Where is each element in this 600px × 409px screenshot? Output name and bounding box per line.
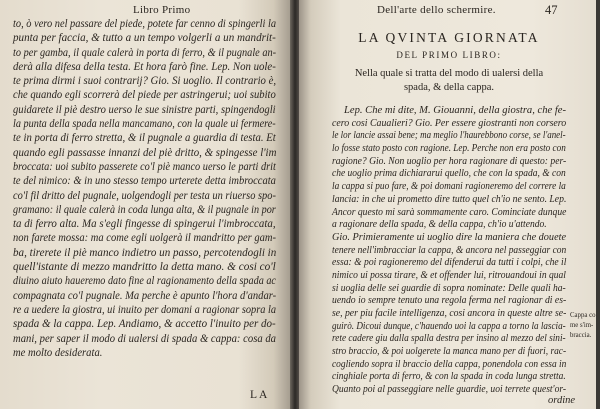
text-line: cero cosi Caualieri? Gio. Per essere giostranti non corsero xyxy=(332,116,567,129)
page-number: 47 xyxy=(545,3,558,17)
text-line: broccata: uoi subito passerete co'l piè manco uerso le parti drit xyxy=(13,160,276,173)
text-line: ta di ferro alta. Ma s'egli fingesse di spingerui l'imbroccata, xyxy=(13,218,276,231)
margin-note-line: me s'im- xyxy=(570,322,594,329)
text-line: la punta della spada nella mancamano, con la quale ui fermere- xyxy=(13,118,276,131)
text-line: a ragionare della spada, & della cappa, ch'io u'attendo. xyxy=(332,218,547,231)
chapter-summary-line: spada, & della cappa. xyxy=(403,82,495,93)
text-line: gramano: il quale calerà in coda lunga alta, & il pugnale in por xyxy=(13,203,276,216)
text-line: non farete mossa: ma come egli uolgerà il mandritto per gam- xyxy=(13,232,277,245)
text-line: diuino aiuto haueremo dato fine al ragionamento della spada ac xyxy=(13,275,276,288)
margin-note-line: braccia. xyxy=(570,332,592,339)
text-line: guirò. Dicoui dunque, c'hauendo uoi la cappa a torno la lascia- xyxy=(332,319,566,332)
text-line: cinghiale porta di ferro, & con la spada in coda lunga stretta. xyxy=(332,370,566,383)
text-line: Ancor questo mi sarà sommamente caro. Cominciate dunque xyxy=(332,205,567,218)
text-line: tenere nell'imbracciar la cappa, & ancora nel passeggiar con xyxy=(332,243,567,256)
text-line: si uoglia delle sei guardie di sopra nominate: Delle quali ha- xyxy=(332,281,566,294)
chapter-subtitle: DEL PRIMO LIBRO: xyxy=(396,50,502,60)
catchword: ordine xyxy=(548,395,576,406)
text-line: co'l fil dritto del pugnale, uolgendogli per testa un riuerso spo- xyxy=(13,189,276,202)
text-line: punta per faccia, & tutto a un tempo volgerli a un mandrit- xyxy=(13,32,276,45)
text-line: guidarete il piè destro uerso le sue sinistre parti, spingendogli xyxy=(13,103,276,116)
text-line: le lor lancie assai bene; ma meglio l'haurebbono corse, se l'anel- xyxy=(332,129,566,142)
right-page-body xyxy=(332,104,566,396)
text-line: lancia: in che ui prometto dire tutto quel ch'io ne sento. Lep. xyxy=(332,192,567,205)
text-line: re a uedere la giostra, ui inuito per domani a ragionar sopra la xyxy=(13,303,277,316)
text-line: Quanto poi al passeggiare nelle guardie, uoi terrete quest'or- xyxy=(332,383,567,396)
chapter-title: LA QVINTA GIORNATA xyxy=(358,30,540,45)
text-line: rete cadere giu dalla spalla destra per insino al mezzo del sini- xyxy=(332,332,566,345)
text-line: uendo io sempre tenuto una regola ferma nel ragionar di es- xyxy=(332,294,567,307)
text-line: mani, per saper il modo di ualersi di spada & cappa: cosa da xyxy=(13,332,276,345)
text-line: cogliendo sopra il braccio della cappa, ponendola con essa in xyxy=(332,357,567,370)
text-line: Lep. Che mi dite, M. Giouanni, della giostra, che fe- xyxy=(344,104,566,116)
running-head: Libro Primo xyxy=(133,4,191,16)
right-page xyxy=(299,0,596,409)
text-line: derà alla difesa della testa. Et hora farò fine. Lep. Non uole- xyxy=(13,60,276,73)
text-line: compagnata co'l pugnale. Ma perche è apunto l'hora d'andar- xyxy=(13,289,277,302)
text-line: essa: & poi ragioneremo del difenderui da tutti i colpi, che il xyxy=(332,256,567,269)
margin-note-line: Cappa co xyxy=(570,312,596,319)
text-line: te del nimico: & in uno stesso tempo urterete detta imbroccata xyxy=(13,175,276,188)
text-line: me molto desiderata. xyxy=(13,346,103,359)
text-line: che quando egli scorrerà del piede per astringerui; uoi subito xyxy=(13,89,276,102)
running-head: Dell'arte dello schermire. xyxy=(377,4,496,16)
text-line: lo fosse stato posto con ragione. Lep. Perche non era posto con xyxy=(332,142,566,155)
text-line: che uoglio prima dichiararui quello, che con la spada, & con xyxy=(332,167,566,180)
left-page-body xyxy=(13,17,276,360)
catchword: LA xyxy=(250,389,270,401)
text-line: to per gamba, il quale calerà in porta di ferro, & il pugnale an- xyxy=(13,46,277,59)
text-line: te prima dirmi i suoi contrarij? Gio. Si uoglio. Il contrario è, xyxy=(13,75,277,88)
chapter-summary-line: Nella quale si tratta del modo di ualersi della xyxy=(354,68,544,79)
text-line: quando egli passasse innanzi del piè dritto, & spingesse l'im xyxy=(13,146,277,159)
text-line: te in porta di ferro stretta, & il pugnale a guardia di testa. Et xyxy=(13,132,276,145)
text-line: Gio. Primieramente ui uoglio dire la maniera che douete xyxy=(332,230,567,243)
text-line: quell'istante di mezzo mandritto la detta mano. & cosi co'l xyxy=(13,261,276,274)
text-line: la cappa si puo fare, & poi domani ragioneremo del correre la xyxy=(332,180,566,193)
text-line: spada & la cappa. Lep. Andiamo, & accetto l'inuito per do- xyxy=(13,318,276,331)
text-line: to, ò vero nel passare del piede, potete far cenno di spingerli la xyxy=(13,18,277,30)
margin-note xyxy=(570,311,595,341)
text-line: nimico ui possa tirare, & et offender lui, ritrouandoui in qual xyxy=(332,268,566,281)
text-line: se, per piu facile intelligenza, cosi ancora in queste altre se- xyxy=(332,307,567,319)
text-line: stro braccio, & poi uolgerete la manca mano per di fuori, rac- xyxy=(332,345,567,358)
left-page xyxy=(0,0,291,409)
text-line: ragione? Gio. Non uoglio per hora ragionare di questo: per- xyxy=(332,154,567,167)
text-line: ba, tirerete il piè manco indietro un passo, percotendogli in xyxy=(13,246,277,259)
